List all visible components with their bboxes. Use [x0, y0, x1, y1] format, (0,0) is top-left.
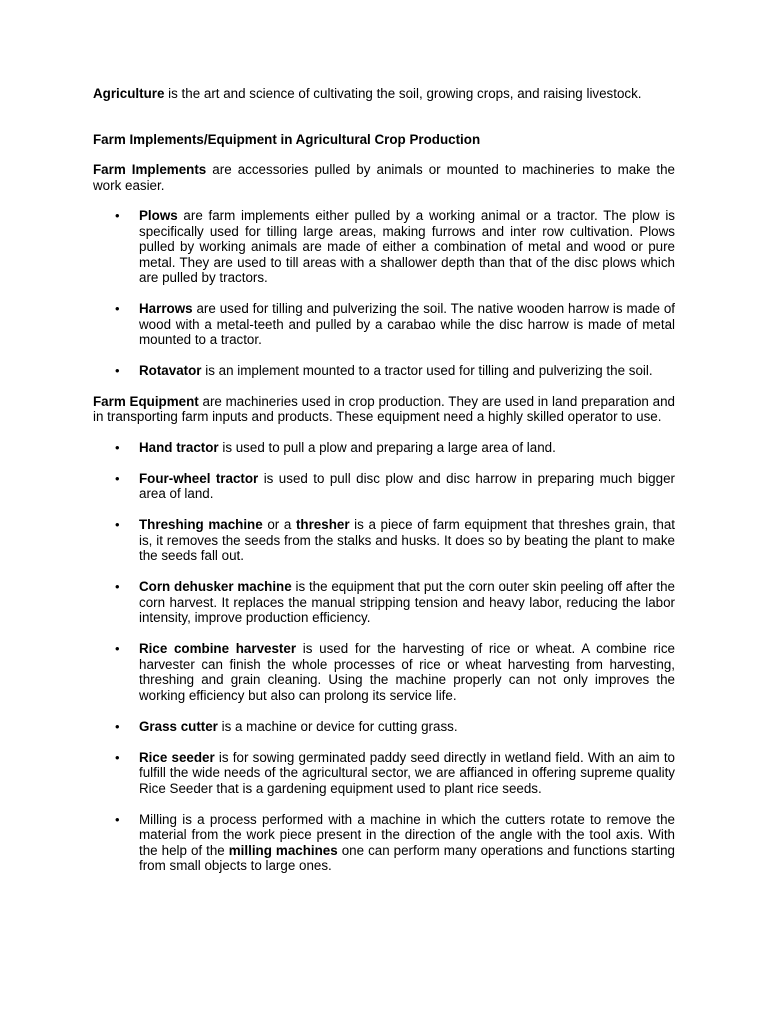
item-term: Grass cutter — [139, 718, 218, 734]
item-term: Hand tractor — [139, 439, 219, 455]
item-term: Plows — [139, 208, 178, 223]
list-item — [115, 208, 675, 286]
bullet-icon: • — [115, 749, 120, 765]
item-term: Corn dehusker machine — [139, 579, 292, 594]
item-term: Rice combine harvester — [139, 641, 297, 656]
item-text: one can perform many operations and functions starting from small objects to large ones. — [139, 842, 675, 873]
bullet-icon: • — [115, 718, 120, 734]
bullet-icon: • — [115, 363, 120, 378]
list-item — [115, 811, 675, 874]
equipment-list — [93, 440, 675, 874]
equipment-paragraph — [93, 394, 675, 425]
list-item — [115, 749, 675, 797]
item-text-connector: or a — [262, 517, 296, 532]
list-item — [115, 470, 675, 502]
bullet-icon: • — [115, 301, 120, 316]
list-item — [115, 579, 675, 626]
item-text-lead: Milling is a process performed with a machine in which the cutters rotate to remove the material from the work piece present in the direction of the angle with the tool axis. With the help of the — [139, 811, 675, 858]
item-text: is the equipment that put the corn outer skin peeling off after the corn harvest. It replaces the manual stripping tension and heavy labor, reducing the labor intensity, improve production efficiency. — [139, 579, 675, 625]
list-item — [115, 363, 675, 379]
item-text: is a piece of farm equipment that threshes grain, that is, it removes the seeds from the stalks and husks. It does so by beating the plant to make the seeds fall out. — [139, 517, 676, 563]
item-text: is a machine or device for cutting grass. — [217, 718, 458, 734]
item-text: is used to pull a plow and preparing a large area of land. — [218, 439, 556, 455]
intro-text: is the art and science of cultivating the soil, growing crops, and raising livestock. — [164, 86, 642, 101]
item-term: Rotavator — [139, 363, 202, 378]
document-page — [93, 86, 675, 889]
list-item — [115, 641, 675, 703]
intro-term: Agriculture — [93, 86, 165, 101]
item-term: Threshing machine — [139, 517, 263, 532]
equipment-text: are machineries used in crop production. They are used in land preparation and in transporting farm inputs and products. These equipment need a highly skilled operator to use. — [93, 393, 675, 424]
bullet-icon: • — [115, 641, 120, 656]
list-item — [115, 718, 675, 735]
implements-term: Farm Implements — [93, 162, 207, 177]
bullet-icon: • — [115, 208, 120, 223]
equipment-term: Farm Equipment — [93, 393, 199, 409]
item-term: Four-wheel tractor — [139, 470, 259, 486]
item-text: is used for the harvesting of rice or wheat. A combine rice harvester can finish the whole processes of rice or wheat harvesting from harvesting, threshing and grain cleaning. Using the machine properly can not only improves the working efficiency but also can prolong its service life. — [139, 641, 675, 703]
section-heading: Farm Implements/Equipment in Agricultural Crop Production — [93, 131, 481, 147]
item-term-secondary: thresher — [295, 517, 350, 532]
item-term: Rice seeder — [139, 749, 215, 765]
item-text: is an implement mounted to a tractor used for tilling and pulverizing the soil. — [201, 363, 653, 378]
list-item — [115, 439, 675, 456]
implements-list — [93, 208, 675, 379]
list-item — [115, 301, 675, 348]
intro-paragraph — [93, 86, 675, 102]
item-term: milling machines — [228, 842, 338, 858]
item-term: Harrows — [139, 301, 193, 316]
implements-text: are accessories pulled by animals or mounted to machineries to make the work easier. — [93, 162, 675, 193]
list-item — [115, 517, 676, 564]
bullet-icon: • — [115, 579, 120, 594]
bullet-icon: • — [115, 517, 120, 532]
item-text: are used for tilling and pulverizing the soil. The native wooden harrow is made of wood with a metal-teeth and pulled by a carabao while the disc harrow is made of metal mounted to a tractor. — [139, 301, 675, 347]
item-text: is used to pull disc plow and disc harrow in preparing much bigger area of land. — [139, 470, 675, 501]
implements-paragraph — [93, 162, 675, 193]
item-text: is for sowing germinated paddy seed directly in wetland field. With an aim to fulfill the wide needs of the agricultural sector, we are affianced in offering supreme quality Rice Seeder that is a gardening equipment used to plant rice seeds. — [139, 749, 675, 796]
bullet-icon: • — [115, 811, 120, 827]
item-text: are farm implements either pulled by a working animal or a tractor. The plow is specifically used for tilling large areas, making furrows and inter row cultivation. Plows pulled by working animals are made of either a combination of metal and wood or pure metal. They are used to till areas with a shallower depth than that of the disc plows which are pulled by tractors. — [139, 208, 675, 285]
bullet-icon: • — [115, 439, 120, 455]
bullet-icon: • — [115, 470, 120, 486]
